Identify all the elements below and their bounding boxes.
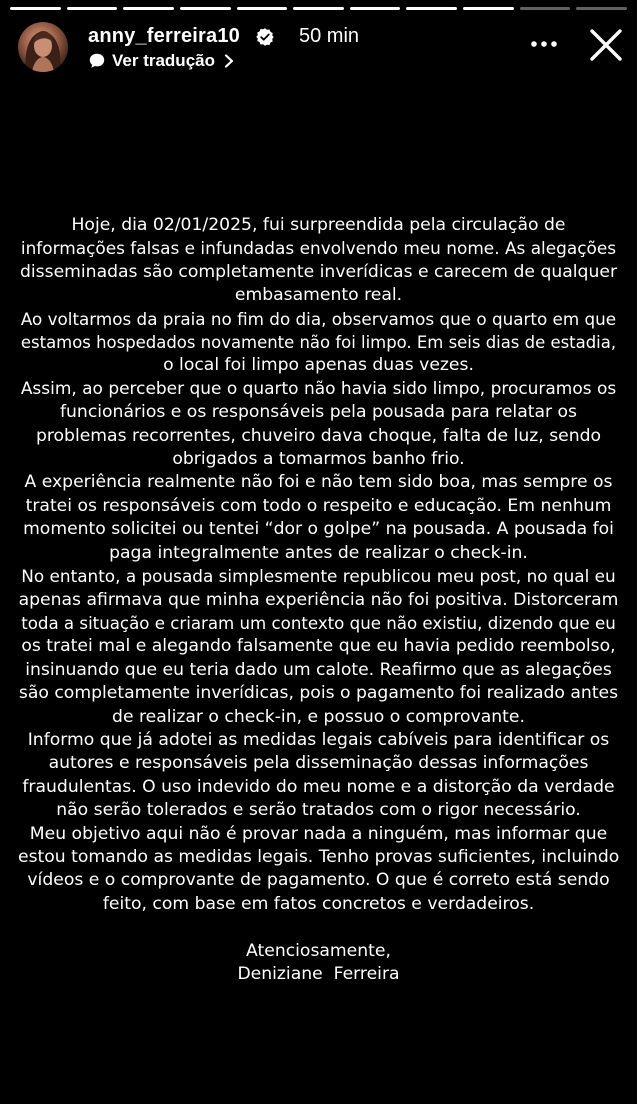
- text-line: Ao voltarmos da praia no fim do dia, observamos que o quarto em que: [20, 308, 617, 329]
- text-line: toda a situação e criaram um contexto que não existiu, dizendo que eu: [21, 613, 616, 633]
- progress-segment: [67, 7, 118, 10]
- progress-segment-fill: [463, 7, 514, 10]
- progress-segment: [406, 7, 457, 10]
- progress-segment-fill: [293, 7, 344, 10]
- text-line: estamos hospedados novamente não foi limpo. Em seis dias de estadia,: [20, 333, 617, 353]
- progress-segment: [463, 7, 514, 10]
- text-line: embasamento real.: [234, 285, 403, 306]
- progress-segment-fill: [237, 7, 288, 10]
- more-options-icon[interactable]: [529, 34, 559, 54]
- see-translation-link[interactable]: [88, 50, 235, 72]
- progress-segment: [350, 7, 401, 10]
- progress-segment: [576, 7, 627, 10]
- progress-segment: [520, 7, 571, 10]
- post-time: 50 min: [299, 25, 360, 47]
- story-text-content: [18, 214, 619, 986]
- text-line: disseminadas são completamente inverídicas e carecem de qualquer: [19, 261, 618, 282]
- speech-bubble-icon: [88, 52, 106, 70]
- progress-segment: [293, 7, 344, 10]
- text-line: estou tomando as medidas legais. Tenho provas suficientes, incluindo: [18, 846, 620, 867]
- text-line: funcionários e os responsáveis pela pousada para relatar os: [59, 402, 578, 423]
- chevron-right-icon: [223, 54, 235, 68]
- progress-segment: [123, 7, 174, 10]
- text-line: tratei os responsáveis com todo o respeito e educação. Em nenhum: [25, 495, 612, 516]
- story-progress-bar: [10, 7, 627, 10]
- signature: Deniziane Ferreira: [237, 963, 400, 984]
- text-line: Hoje, dia 02/01/2025, fui surpreendida pela circulação de: [71, 215, 566, 235]
- text-line: Assim, ao perceber que o quarto não havia sido limpo, procuramos os: [20, 378, 617, 399]
- text-line: paga integralmente antes de realizar o check-in.: [109, 542, 528, 563]
- progress-segment: [237, 7, 288, 10]
- username[interactable]: anny_ferreira10: [88, 25, 240, 47]
- progress-segment-fill: [123, 7, 174, 10]
- see-translation-label: Ver tradução: [112, 51, 215, 70]
- text-line: autores e responsáveis pela disseminação dessas informações: [48, 753, 589, 774]
- text-line: obrigados a tomarmos banho frio.: [172, 449, 465, 470]
- text-line: são completamente inverídicas, pois o pagamento foi realizado antes: [18, 683, 619, 704]
- progress-segment: [180, 7, 231, 10]
- text-line: não serão tolerados e serão tratados com o rigor necessário.: [56, 800, 581, 821]
- blank-line: [18, 916, 619, 939]
- text-line: Informo que já adotei as medidas legais cabíveis para identificar os: [27, 729, 610, 750]
- text-line: momento solicitei ou tentei “dor o golpe” na pousada. A pousada foi: [23, 519, 614, 540]
- text-line: feito, com base em fatos concretos e verdadeiros.: [102, 893, 535, 914]
- text-line: fraudulentas. O uso indevido do meu nome e a distorção da verdade: [22, 776, 615, 797]
- signoff: Atenciosamente,: [246, 940, 391, 961]
- progress-segment-fill: [67, 7, 118, 10]
- text-line: apenas afirmava que minha experiência não foi positiva. Distorceram: [18, 589, 619, 610]
- text-line: insinuando que eu teria dado um calote. Reafirmo que as alegações: [25, 659, 612, 680]
- progress-segment-fill: [406, 7, 457, 10]
- progress-segment-fill: [180, 7, 231, 10]
- avatar[interactable]: [18, 22, 68, 72]
- text-line: Meu objetivo aqui não é provar nada a ninguém, mas informar que: [29, 823, 608, 844]
- progress-segment-fill: [10, 7, 61, 10]
- text-line: os tratei mal e alegando falsamente que eu havia pedido reembolso,: [21, 636, 616, 657]
- progress-segment: [10, 7, 61, 10]
- close-icon[interactable]: [589, 28, 623, 62]
- story-header: [18, 22, 623, 76]
- text-line: de realizar o check-in, e possuo o comprovante.: [112, 706, 525, 727]
- text-line: vídeos e o comprovante de pagamento. O que é correto está sendo: [27, 870, 610, 891]
- progress-segment-fill: [350, 7, 401, 10]
- verified-badge-icon: [255, 27, 275, 47]
- text-line: problemas recorrentes, chuveiro dava choque, falta de luz, sendo: [35, 425, 602, 446]
- text-line: A experiência realmente não foi e não tem sido boa, mas sempre os: [24, 472, 613, 493]
- text-line: No entanto, a pousada simplesmente republicou meu post, no qual eu: [21, 566, 616, 587]
- text-line: o local foi limpo apenas duas vezes.: [163, 355, 474, 376]
- text-line: informações falsas e infundadas envolvendo meu nome. As alegações: [20, 238, 617, 259]
